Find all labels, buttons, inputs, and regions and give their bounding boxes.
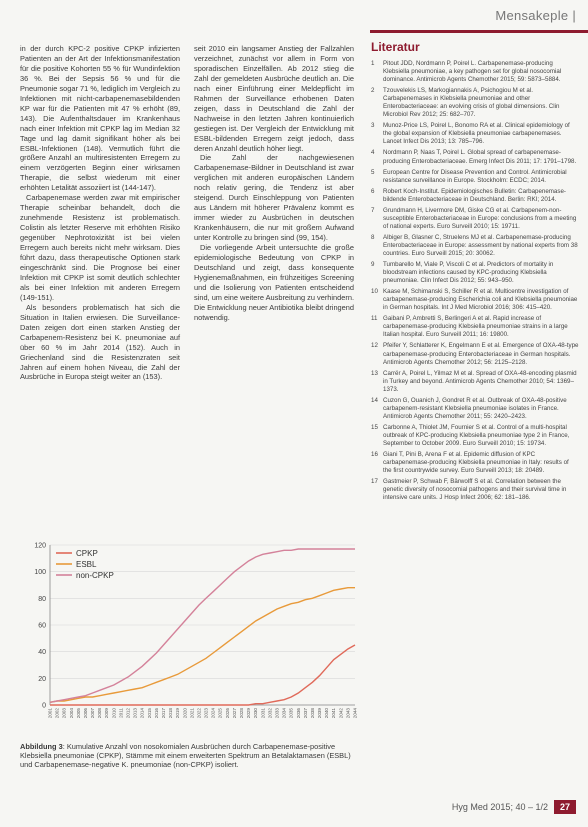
legend-label: non-CPKP [76,571,114,580]
reference-item [371,261,579,285]
legend-label: CPKP [76,549,98,558]
header-accent-bar [370,30,588,33]
x-tick-label: 2014 [139,708,145,719]
text-column-2 [194,44,354,323]
reference-number: 10 [371,288,378,296]
reference-item [371,451,579,475]
reference-number: 2 [371,87,375,95]
reference-item [371,288,579,312]
reference-text: Nordmann P, Naas T, Poirel L. Global spread of carbapenemase-producing Enterobacteriaceae. Emerg Infect Dis 2011; 17: 1791–1798. [383,149,577,165]
x-tick-label: 2011 [118,708,124,718]
x-tick-label: 2015 [146,708,152,719]
x-tick-label: 2001 [47,708,53,719]
reference-number: 17 [371,478,378,486]
x-tick-label: 2036 [295,708,301,719]
paragraph: Als besonders problematisch hat sich die Situation in Italien erwiesen. Die Surveillance-Daten zeigen dort einen starken Anstieg der Carbapenem-Resistenz bei K. pneumoniae auf über 60 % im Jahr 2014 (152). Auch in Griechenland sind die Resistenzraten seit Jahren auf einem hohen Niveau, die Zahl der Ausbrüche in Europa steigt weiter an (153). [20,302,180,382]
x-tick-label: 2040 [324,708,330,719]
reference-item [371,169,579,185]
reference-text: Grundmann H, Livermore DM, Giske CG et al. Carbapenem-non-susceptible Enterobacteriaceae in Europe: conclusions from a meeting of national experts. Euro Surveill 2010; 15: 19711. [383,206,577,230]
line-chart [20,535,360,735]
paragraph: Die vorliegende Arbeit untersuchte die große epidemiologische Bedeutung von CPKP in Deutschland und zeigt, dass konsequente Hygienemaßnahmen, ein frühzeitiges Screening und die Isolierung von Patienten entscheidend sind, um eine weitere Ausbreitung zu verhindern. Die Entwicklung neuer Antibiotika bleibt dringend notwendig. [194,243,354,322]
x-tick-label: 2019 [175,708,181,719]
x-tick-label: 2022 [196,708,202,719]
reference-text: European Centre for Disease Prevention and Control. Antimicrobial resistance surveillance in Europe. Stockholm: ECDC; 2014. [383,168,567,184]
reference-item [371,370,579,394]
reference-item [371,478,579,502]
reference-item [371,87,579,119]
x-tick-label: 2029 [246,708,252,719]
x-tick-label: 2025 [217,708,223,719]
x-tick-label: 2013 [132,708,138,719]
x-tick-label: 2023 [203,708,209,719]
reference-item [371,424,579,448]
y-tick-label: 100 [34,569,46,577]
x-tick-label: 2034 [281,708,287,719]
legend-label: ESBL [76,560,97,569]
x-tick-label: 2020 [182,708,188,719]
paragraph: Die Zahl der nachgewiesenen Carbapenemase-Bildner in Deutschland ist zwar verglichen mit anderen europäischen Ländern noch relativ gering, die Tendenz ist aber steigend. Durch Einschleppung von Patienten aus Ländern mit höherer Prävalenz kommt es immer wieder zu Ausbrüchen in deutschen Krankenhäusern, die nur mit großem Aufwand unter Kontrolle zu bringen sind (99, 154). [194,153,354,243]
reference-item [371,397,579,421]
reference-text: Giani T, Pini B, Arena F et al. Epidemic diffusion of KPC carbapenemase-producing Klebsiella pneumoniae in Italy: results of the first countrywide survey. Euro Surveill 2013; 18: 20489. [383,451,569,475]
y-tick-label: 40 [38,649,46,657]
x-tick-label: 2018 [168,708,174,719]
x-tick-label: 2010 [111,708,117,719]
reference-number: 4 [371,149,375,157]
x-tick-label: 2039 [317,708,323,719]
reference-list [371,60,579,505]
x-tick-label: 2031 [260,708,266,719]
reference-number: 7 [371,206,375,214]
y-tick-label: 120 [34,542,46,550]
x-tick-label: 2032 [267,708,273,719]
journal-citation: Hyg Med 2015; 40 – 1/2 [451,802,548,812]
x-tick-label: 2027 [231,708,237,719]
reference-number: 12 [371,342,378,350]
x-tick-label: 2009 [104,708,110,719]
reference-item [371,315,579,339]
reference-text: Tumbarello M, Viale P, Viscoli C et al. Predictors of mortality in bloodstream infections caused by KPC-producing Klebsiella pneumoniae. Clin Infect Dis 2012; 55: 943–950. [383,261,554,285]
reference-item [371,122,579,146]
reference-text: Cuzon G, Ouanich J, Gondret R et al. Outbreak of OXA-48-positive carbapenem-resistant Klebsiella pneumoniae isolates in France. Antimicrob Agents Chemother 2011; 55: 2420–2423. [383,396,567,420]
x-tick-label: 2021 [189,708,195,719]
page-footer [452,802,576,812]
caption-label: Abbildung 3 [20,742,63,751]
reference-text: Carbonne A, Thiolet JM, Fournier S et al. Control of a multi-hospital outbreak of KPC-producing Klebsiella pneumoniae type 2 in France, September to October 2009. Euro Surveill 2010; 15: 19734. [383,423,570,447]
y-tick-label: 0 [42,702,46,710]
paragraph: seit 2010 ein langsamer Anstieg der Fallzahlen verzeichnet, zunächst vor allem in Form von sporadischen Einzelfällen. Ab 2012 stieg die Zahl der gemeldeten Ausbrüche deutlich an. Die nach einer Einführung einer Meldepflicht im Rahmen der Surveillance erhobenen Daten zeigen, dass in Deutschland die Zahl der Nachweise in den letzten Jahren kontinuierlich gestiegen ist. Der Vergleich der Entwicklung mit ESBL-bildenden Erregern zeigt jedoch, dass deren Anzahl deutlich höher liegt. [194,44,354,153]
y-tick-label: 20 [38,675,46,683]
x-tick-label: 2004 [68,708,74,719]
x-tick-label: 2005 [75,708,81,719]
running-header: Mensakeple | [495,8,576,23]
x-tick-label: 2038 [309,708,315,719]
x-tick-label: 2006 [82,708,88,719]
reference-text: Pitout JDD, Nordmann P, Poirel L. Carbapenemase-producing Klebsiella pneumoniae, a key pathogen set for global nosocomial dominance. Antimicrob Agents Chemother 2015; 59: 5873–5884. [383,60,562,84]
x-tick-label: 2007 [90,708,96,719]
reference-text: Kaase M, Schimanski S, Schiller R et al. Multicentre investigation of carbapenemase-producing Escherichia coli and Klebsiella pneumoniae in German hospitals. Int J Med Microbiol 2016; 306: 415–420. [383,288,578,312]
reference-text: Robert Koch-Institut. Epidemiologisches Bulletin: Carbapenemase-bildende Enterobacteriaceae in Deutschland. Berlin: RKI; 2014. [383,187,566,203]
reference-number: 15 [371,423,378,431]
reference-number: 16 [371,451,378,459]
x-tick-label: 2016 [153,708,159,719]
x-tick-label: 2026 [224,708,230,719]
x-tick-label: 2043 [345,708,351,719]
reference-number: 14 [371,396,378,404]
reference-number: 8 [371,233,375,241]
reference-item [371,234,579,258]
reference-number: 5 [371,168,375,176]
references-title: Literatur [371,40,420,54]
page-number: 27 [554,800,576,814]
reference-item [371,60,579,84]
x-tick-label: 2003 [61,708,67,719]
reference-item [371,149,579,165]
reference-text: Gaibani P, Ambretti S, Berlingeri A et al. Rapid increase of carbapenemase-producing Klebsiella pneumoniae strains in a large Italian hospital. Euro Surveill 2011; 16: 19800. [383,315,568,339]
x-tick-label: 2008 [97,708,103,719]
y-tick-label: 80 [38,595,46,603]
text-column-1 [20,44,180,382]
reference-number: 1 [371,60,375,67]
reference-text: Albiger B, Glasner C, Struelens MJ et al. Carbapenemase-producing Enterobacteriaceae in Europe: assessment by national experts from 38 countries. Euro Surveill 2015; 20: 30062. [383,233,578,257]
x-tick-label: 2033 [274,708,280,719]
reference-number: 9 [371,261,375,269]
reference-text: Carrër A, Poirel L, Yilmaz M et al. Spread of OXA-48-encoding plasmid in Turkey and beyond. Antimicrob Agents Chemother 2010; 54: 1369–1373. [383,369,577,393]
figure-caption: Abbildung 3: Kumulative Anzahl von nosokomialen Ausbrüchen durch Carbapenemase-positive Klebsiella pneumoniae (CPKP), Stämme mit einem erweiterten Spektrum an Betalaktamasen (ESBL) und Carbapenemase-negative K. pneumoniae (non-CPKP) isoliert. [20,742,351,770]
x-tick-label: 2012 [125,708,131,719]
reference-text: Gastmeier P, Schwab F, Bärwolff S et al. Correlation between the genetic diversity of nosocomial pathogens and their survival time in intensive care units. J Hosp Infect 2006; 62: 181–186. [383,478,567,502]
y-tick-label: 60 [38,622,46,630]
reference-text: Munoz-Price LS, Poirel L, Bonomo RA et al. Clinical epidemiology of the global expansion of Klebsiella pneumoniae carbapenemases. Lancet Infect Dis 2013; 13: 785–796. [383,122,570,146]
x-tick-label: 2035 [288,708,294,719]
reference-number: 11 [371,315,378,323]
x-tick-label: 2002 [54,708,60,719]
x-tick-label: 2037 [302,708,308,719]
x-tick-label: 2024 [210,708,216,719]
x-tick-label: 2030 [253,708,259,719]
paragraph: in der durch KPC-2 positive CPKP infizierten Patienten an der Art der Infektionsmanifestation für die positive Kohorten 55 % für Wundinfektion 36 %. Bei der Sepsis 56 % und für die Pneumonie sogar 71 %, lediglich im Vergleich zu Infektionen mit nicht-carbapenemasebildenden KP war für die Patienten mit 47 % erhöht (89, 143). Die Aufenthaltsdauer im Krankenhaus nach einer Infektion mit CPKP lag im Median 32 Tage und lag damit signifikant höher als bei ESBL-Infektionen (148). Vermutlich führt die größere Anzahl an multiresistenten Erregern zu einem verzögerten Beginn einer wirksamen Therapie, die selbst wiederum mit einer erhöhten Letalität assoziiert ist (144-147). [20,44,180,193]
x-tick-label: 2017 [160,708,166,719]
x-tick-label: 2041 [331,708,337,719]
x-tick-label: 2042 [338,708,344,719]
x-tick-label: 2044 [352,708,358,719]
caption-text: Kumulative Anzahl von nosokomialen Ausbrüchen durch Carbapenemase-positive Klebsiella pneumoniae (CPKP), Stämme mit einem erweiterten Spektrum an Betalaktamasen (ESBL) und Carbapenemase-negative K. pneumoniae (non-CPKP) isoliert. [20,742,351,770]
paragraph: Carbapenemase werden zwar mit empirischer Therapie scheinbar behandelt, doch die zunehmende Resistenz ist problematisch. Colistin als letzter Reserve mit erhöhten Risiko gegenüber Nephrotoxizität ist bei vielen Erregern auch bereits nicht mehr wirksam. Dies führt dazu, dass therapeutische Optionen stark eingeschränkt sind. Die Prognose bei einer Infektion mit CPKP ist somit deutlich schlechter als bei einer Infektion mit anderen Erregern (149-151). [20,193,180,302]
reference-number: 3 [371,122,375,130]
reference-item [371,207,579,231]
reference-number: 13 [371,369,378,377]
x-tick-label: 2028 [239,708,245,719]
reference-item [371,188,579,204]
reference-item [371,342,579,366]
reference-text: Pfeifer Y, Schlatterer K, Engelmann E et al. Emergence of OXA-48-type carbapenemase-producing Enterobacteriaceae in German hospitals. Antimicrob Agents Chemother 2012; 56: 2125–2128. [383,342,579,366]
reference-text: Tzouvelekis LS, Markogiannakis A, Psichogiou M et al. Carbapenemases in Klebsiella pneumoniae and other Enterobacteriaceae: an evolving crisis of global dimensions. Clin Microbiol Rev 2012; 25: 682–707. [383,87,560,119]
reference-number: 6 [371,187,375,195]
